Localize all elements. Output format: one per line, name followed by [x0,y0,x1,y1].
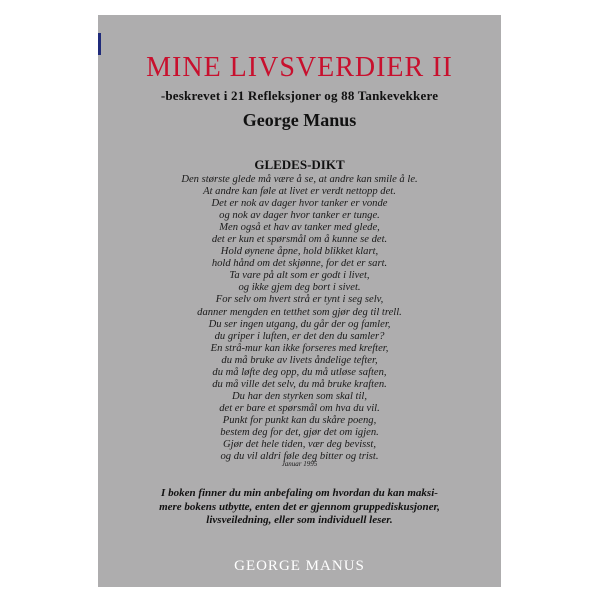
poem-line: At andre kan føle at livet er verdt nettopp det. [203,186,396,198]
poem-line: Den største glede må være å se, at andre kan smile å le. [181,174,418,185]
book-cover [98,15,501,587]
poem-line: Gjør det hele tiden, vær deg bevisst, [223,439,376,451]
back-blurb [98,487,501,528]
blurb-line: mere bokens utbytte, enten det er gjennom gruppediskusjoner, [159,500,440,513]
poem-line: For selv om hvert strå er tynt i seg selv, [215,294,384,306]
spine-mark [98,33,101,55]
book-title: MINE LIVSVERDIER II [146,52,453,83]
poem-date: Januar 1995 [281,460,318,468]
poem-line: du må løfte deg opp, du må utløse saften, [212,366,387,378]
poem-line: og ikke gjem deg bort i sivet. [238,282,361,294]
poem-line: det er bare et spørsmål om hva du vil. [219,402,380,414]
poem-line: bestem deg for det, gjør det om igjen. [220,426,379,438]
poem-line: Hold øynene åpne, hold blikket klart, [220,246,379,258]
poem-line: Men også et hav av tanker med glede, [219,222,380,234]
poem-line: det er kun et spørsmål om å kunne se det. [211,234,388,246]
poem-line: Ta vare på alt som er godt i livet, [229,270,370,282]
poem-line: danner mengden en tetthet som gjør deg til trell. [197,306,402,318]
poem-text [98,174,501,463]
poem-title: GLEDES-DIKT [254,157,345,172]
poem-line: En strå-mur kan ikke forseres med krefter, [210,342,389,354]
poem-line: og du vil aldri føle deg bitter og trist. [220,451,379,463]
poem-line: og nok av dager hvor tanker er tunge. [219,210,380,222]
poem-line: du griper i luften, er det den du samler? [214,330,385,342]
poem-line: du må ville det selv, du må bruke kraften. [212,378,387,390]
blurb-line: livsveiledning, eller som individuell leser. [206,514,393,526]
poem-line: du må bruke av livets åndelige tefter, [221,354,378,366]
author-name-top: George Manus [242,110,357,130]
author-name-bottom: GEORGE MANUS [234,558,365,574]
book-subtitle: -beskrevet i 21 Refleksjoner og 88 Tankevekkere [160,88,439,103]
poem-line: Punkt for punkt kan du skåre poeng, [222,414,377,426]
poem-line: Du har den styrken som skal til, [231,390,368,402]
poem-line: hold hånd om det skjønne, for det er sart. [211,258,388,270]
blurb-line: I boken finner du min anbefaling om hvordan du kan maksi- [161,487,438,499]
poem-line: Det er nok av dager hvor tanker er vonde [211,198,388,210]
poem-line: Du ser ingen utgang, du går der og famler, [208,318,391,330]
